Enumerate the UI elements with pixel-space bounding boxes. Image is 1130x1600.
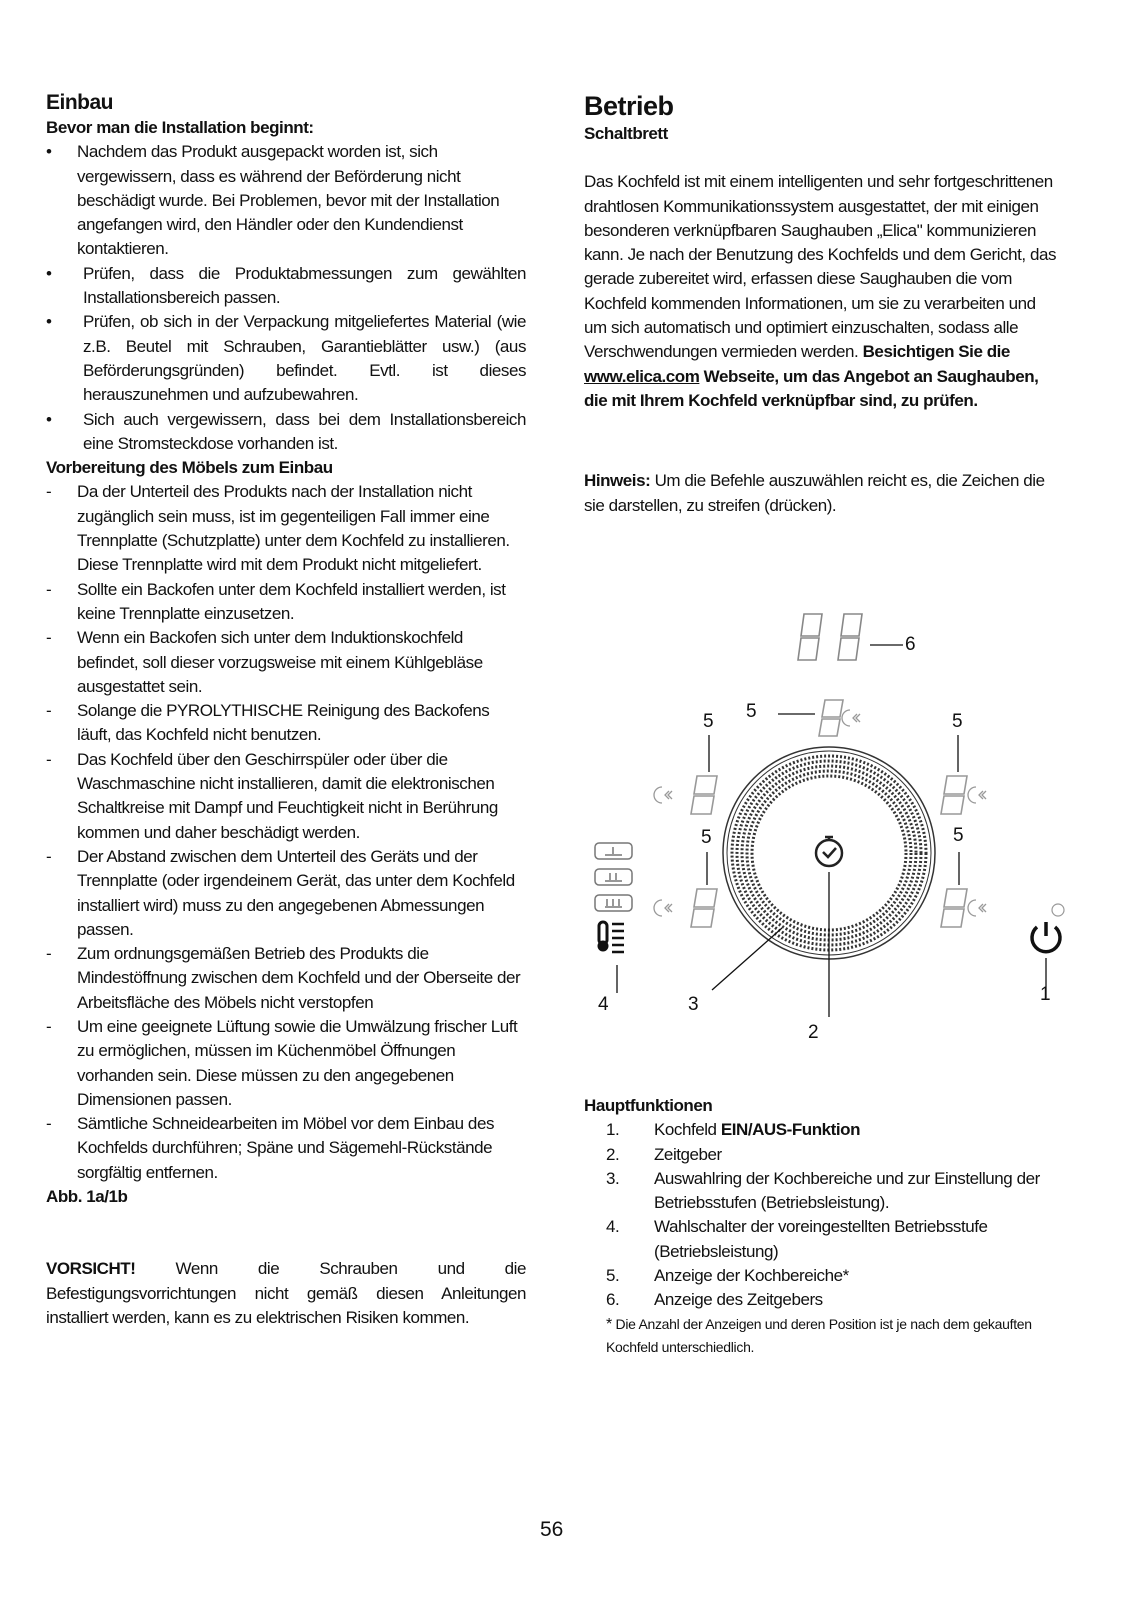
label-5: 5 (953, 825, 964, 847)
item-text: Sämtliche Schneidearbeiten im Möbel vor dem Einbau des Kochfelds durchführen; Späne und Sägemehl-Rückstände sorgfältig entfernen. (77, 1114, 494, 1182)
intro-bold: Webseite, um das Angebot an Saughauben, die mit Ihrem Kochfeld verknüpfbar sind, zu prüfen. (584, 366, 1039, 410)
bullet: • (46, 312, 52, 332)
seven-segment-digit (941, 776, 967, 814)
dash: - (46, 482, 52, 502)
dash: - (46, 701, 52, 721)
item-text: Auswahlring der Kochbereiche und zur Einstellung der Betriebsstufen (Betriebsleistung). (654, 1168, 1040, 1213)
intro-bold: Besichtigen Sie die (862, 342, 1010, 362)
item-text: Zeitgeber (654, 1144, 722, 1164)
item-text: Um eine geeignete Lüftung sowie die Umwälzung frischer Luft zu ermöglichen, müssen im Küchenmöbel Öffnungen vorhanden sein. Diese müssen zu den angegebenen Dimensionen passen. (77, 1016, 518, 1109)
item-number: 2. (606, 1144, 620, 1164)
item-text: Nachdem das Produkt ausgepackt worden ist, sich vergewissern, dass es während der Beförderung nicht beschädigt wurde. Bei Problemen, bevor mit der Installation angefangen wird, den Händler oder den Kundendienst kontaktieren. (77, 142, 500, 259)
bullet: • (46, 409, 52, 429)
item-text: Prüfen, ob sich in der Verpackung mitgeliefertes Material (wie z.B. Beutel mit Schrauben, Garantieblätter usw.) (aus Beförderungsgründen) befindet. Evtl. ist dieses herauszunehmen und aufzubewahren. (83, 312, 526, 405)
item-bold: EIN/AUS-Funktion (720, 1120, 861, 1140)
dash: - (46, 1114, 52, 1134)
seven-segment-digit (691, 889, 717, 927)
seven-segment-digit (838, 614, 862, 660)
indicator-led (1052, 904, 1064, 916)
item-number: 6. (606, 1290, 620, 1310)
item-number: 1. (606, 1120, 620, 1140)
seven-segment-digit (798, 614, 822, 660)
item-text: Kochfeld (654, 1120, 721, 1140)
functions-heading: Hauptfunktionen (584, 1096, 713, 1115)
hood-link-icon (654, 787, 672, 803)
dash: - (46, 846, 52, 866)
label-4: 4 (598, 994, 609, 1015)
label-6: 6 (905, 634, 916, 656)
item-text: Das Kochfeld über den Geschirrspüler oder über die Waschmaschine nicht installieren, damit die elektronischen Schaltkreise mit Dampf und Feuchtigkeit nicht in Berührung kommen und daher beschädigt werden. (77, 749, 498, 842)
dash: - (46, 579, 52, 599)
label-5: 5 (746, 701, 757, 723)
prep-heading: Vorbereitung des Möbels zum Einbau (46, 458, 333, 478)
item-text: Solange die PYROLYTHISCHE Reinigung des Backofens läuft, das Kochfeld nicht benutzen. (77, 701, 490, 745)
label-5: 5 (701, 827, 712, 849)
label-1: 1 (1040, 984, 1051, 1005)
hood-link-icon (968, 900, 986, 916)
bullet: • (46, 263, 52, 283)
thermometer-icon (598, 922, 624, 952)
footnote-mark: * (606, 1315, 612, 1333)
intro-text: Das Kochfeld ist mit einem intelligenten und sehr fortgeschrittenen drahtlosen Kommunikationssystem ausgestattet, der mit einigen besonderen verknüpfbaren Saughauben „Elica" kommunizieren kann. Je nach der Benutzung des Kochfelds und dem Gericht, das gerade zubereitet wird, erfassen diese Saughauben die vom Kochfeld kommenden Informationen, um sie zu verarbeiten und um sich automatisch und optimiert einzuschalten, sodass alle Verschwendungen vermieden werden. (584, 172, 1057, 362)
footnote-text: Die Anzahl der Anzeigen und deren Position ist je nach dem gekauften Kochfeld unterschiedlich. (606, 1315, 1032, 1355)
hood-link-icon (842, 710, 860, 726)
seven-segment-digit (691, 776, 717, 814)
item-text: Prüfen, dass die Produktabmessungen zum gewählten Installationsbereich passen. (83, 263, 526, 308)
section-title-betrieb: Betrieb (584, 91, 674, 121)
warning-text: Wenn die Schrauben und die Befestigungsvorrichtungen nicht gemäß diesen Anleitungen installiert werden, kann es zu elektrischen Risiken kommen. (46, 1259, 526, 1327)
page-number: 56 (540, 1518, 564, 1541)
warning-label: VORSICHT! (46, 1259, 136, 1279)
dash: - (46, 944, 52, 964)
dash: - (46, 749, 52, 769)
item-text: Sich auch vergewissern, dass bei dem Installationsbereich eine Stromsteckdose vorhanden ist. (83, 409, 526, 453)
note-label: Hinweis: (584, 471, 651, 491)
item-text: Anzeige des Zeitgebers (654, 1290, 823, 1310)
preset-level-icons[interactable] (595, 843, 632, 911)
section-title-einbau: Einbau (46, 91, 114, 114)
power-icon[interactable] (1032, 922, 1060, 952)
hood-link-icon (654, 900, 672, 916)
figure-reference: Abb. 1a/1b (46, 1187, 128, 1207)
label-5: 5 (703, 711, 714, 733)
subtitle-schaltbrett: Schaltbrett (584, 124, 668, 143)
seven-segment-digit (819, 700, 843, 736)
before-heading: Bevor man die Installation beginnt: (46, 118, 314, 137)
timer-icon[interactable] (816, 837, 842, 866)
item-number: 5. (606, 1266, 620, 1286)
dash: - (46, 628, 52, 648)
item-number: 3. (606, 1168, 620, 1188)
label-3: 3 (688, 994, 699, 1015)
item-text: Wenn ein Backofen sich unter dem Induktionskochfeld befindet, soll dieser vorzugsweise mit einem Kühlgebläse ausgestattet sein. (77, 628, 483, 696)
elica-link[interactable]: www.elica.com (584, 366, 700, 386)
dash: - (46, 1016, 52, 1036)
hood-link-icon (968, 787, 986, 803)
label-2: 2 (808, 1022, 819, 1043)
item-text: Der Abstand zwischen dem Unterteil des Geräts und der Trennplatte (oder irgendeinem Gerät, das unter dem Kochfeld installiert wird) muss zu den angegebenen Abmessungen passen. (77, 846, 515, 939)
note-text: Um die Befehle auszuwählen reicht es, die Zeichen die sie darstellen, zu streifen (drücken). (584, 471, 1045, 515)
item-number: 4. (606, 1217, 620, 1237)
item-text: Da der Unterteil des Produkts nach der Installation nicht zugänglich sein muss, ist im gegenteiligen Fall immer eine Trennplatte (Schutzplatte) unter dem Kochfeld zu installieren. Diese Trennplatte wird mit dem Produkt nicht mitgeliefert. (77, 482, 510, 575)
seven-segment-digit (941, 889, 967, 927)
item-text: Wahlschalter der voreingestellten Betriebsstufe (Betriebsleistung) (654, 1217, 988, 1261)
label-5: 5 (952, 711, 963, 733)
item-text: Anzeige der Kochbereiche* (654, 1266, 849, 1286)
item-text: Sollte ein Backofen unter dem Kochfeld installiert werden, ist keine Trennplatte einzusetzen. (77, 579, 506, 623)
item-text: Zum ordnungsgemäßen Betrieb des Produkts die Mindestöffnung zwischen dem Kochfeld und der Oberseite der Arbeitsfläche des Möbels nicht verstopfen (77, 944, 521, 1012)
bullet: • (46, 142, 52, 162)
